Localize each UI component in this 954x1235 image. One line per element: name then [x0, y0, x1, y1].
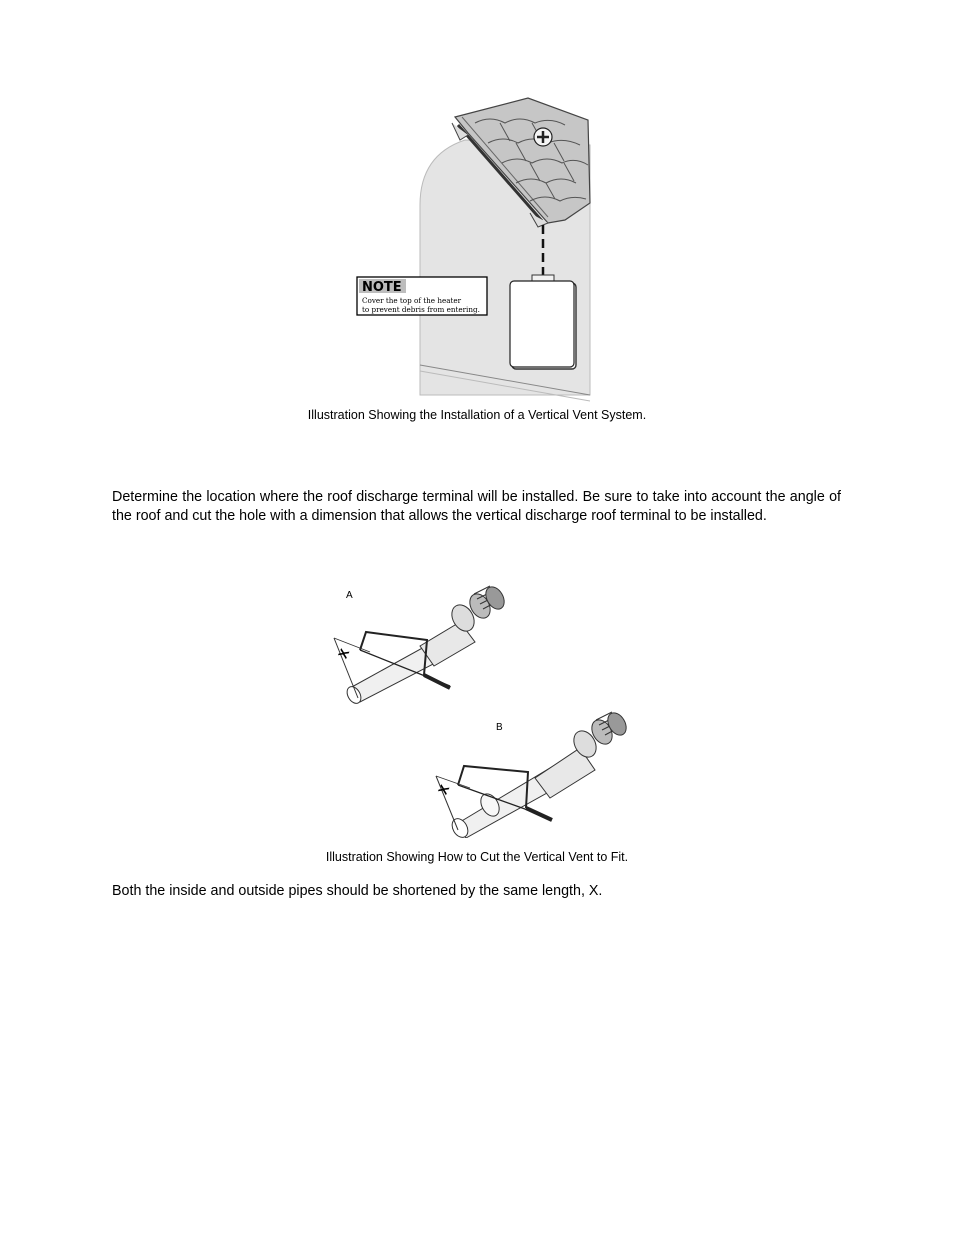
vent-pipe-b: [449, 710, 630, 838]
paragraph-roof-terminal-location: Determine the location where the roof discharge terminal will be installed. Be sure to take into account the angle of the roof and cut the hole with a dimension that allows the vertical discharge roof terminal to be installed.: [112, 489, 841, 524]
dimension-x-a-label: X: [335, 646, 353, 661]
note-title: NOTE: [362, 280, 402, 295]
figure-1-caption: Illustration Showing the Installation of a Vertical Vent System.: [307, 408, 647, 422]
label-a: A: [346, 590, 353, 601]
figure-2-caption: Illustration Showing How to Cut the Vertical Vent to Fit.: [325, 850, 629, 864]
paragraph-pipe-shortening: Both the inside and outside pipes should be shortened by the same length, X.: [112, 883, 603, 899]
vertical-vent-installation-illustration: [350, 95, 600, 405]
water-heater-unit: [510, 275, 576, 369]
dimension-x-b-label: X: [435, 782, 453, 797]
label-b: B: [496, 722, 503, 733]
note-box: [357, 277, 487, 315]
vent-cutting-illustration: [330, 580, 630, 838]
note-line-1: Cover the top of the heater: [362, 296, 462, 305]
note-line-2: to prevent debris from entering.: [362, 305, 480, 314]
roof-terminal-icon: [534, 128, 552, 146]
